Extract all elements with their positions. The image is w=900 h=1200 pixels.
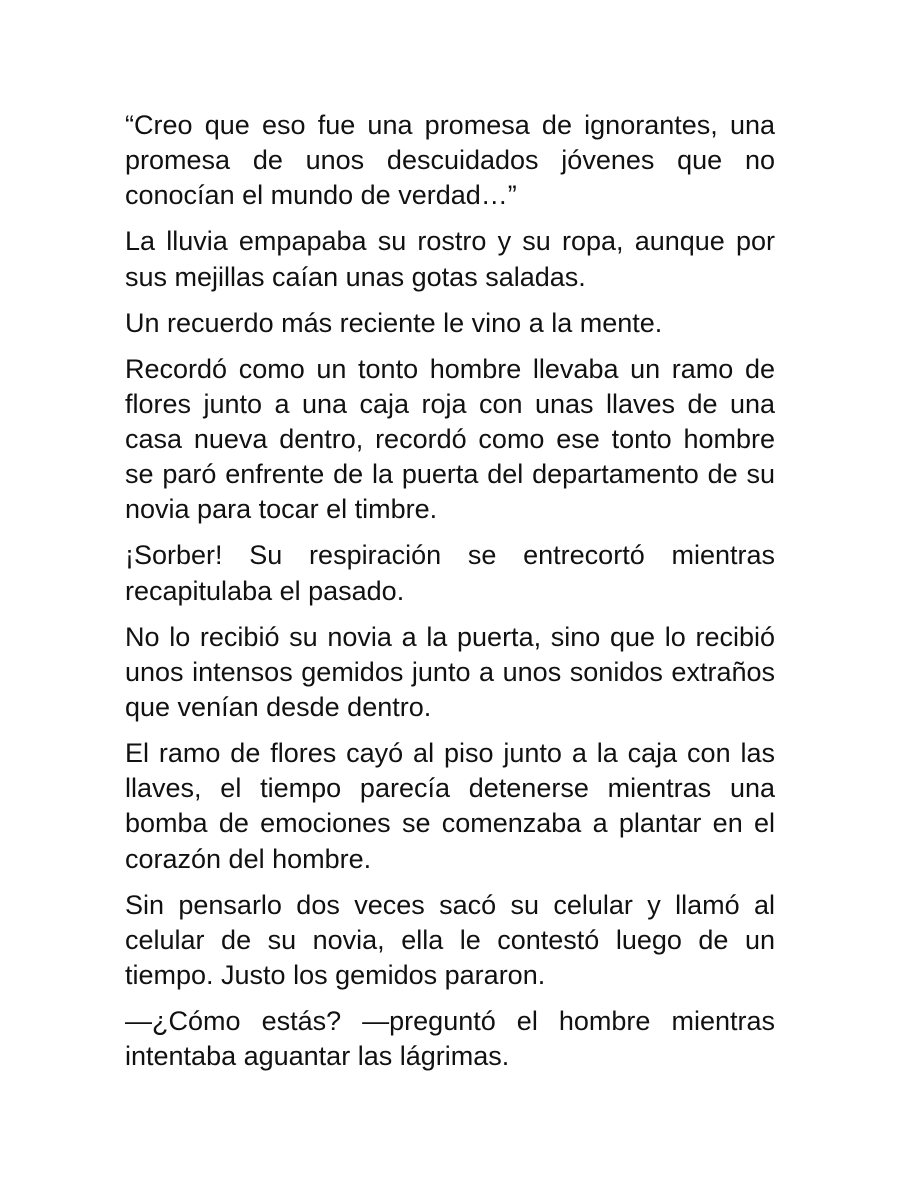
paragraph: ¡Sorber! Su respiración se entrecortó mientras recapitulaba el pasado. — [125, 540, 775, 606]
paragraph: No lo recibió su novia a la puerta, sino que lo recibió unos intensos gemidos junto a unos sonidos extraños que venían desde dentro. — [125, 621, 775, 723]
paragraph: Recordó como un tonto hombre llevaba un ramo de flores junto a una caja roja con unas llaves de una casa nueva dentro, recordó como ese tonto hombre se paró enfrente de la puerta del departamento de su novia para tocar el timbre. — [125, 353, 775, 525]
paragraph: Sin pensarlo dos veces sacó su celular y llamó al celular de su novia, ella le contestó luego de un tiempo. Justo los gemidos pararon. — [125, 889, 775, 991]
paragraph: El ramo de flores cayó al piso junto a la caja con las llaves, el tiempo parecía detenerse mientras una bomba de emociones se comenzaba a plantar en el corazón del hombre. — [125, 738, 775, 874]
paragraph: Un recuerdo más reciente le vino a la mente. — [125, 307, 663, 338]
paragraph: La lluvia empapaba su rostro y su ropa, aunque por sus mejillas caían unas gotas saladas. — [125, 226, 775, 292]
paragraph: “Creo que eso fue una promesa de ignorantes, una promesa de unos descuidados jóvenes que no conocían el mundo de verdad…” — [125, 110, 775, 211]
document-page — [125, 108, 775, 1085]
paragraph: —¿Cómo estás? —preguntó el hombre mientras intentaba aguantar las lágrimas. — [125, 1006, 775, 1072]
